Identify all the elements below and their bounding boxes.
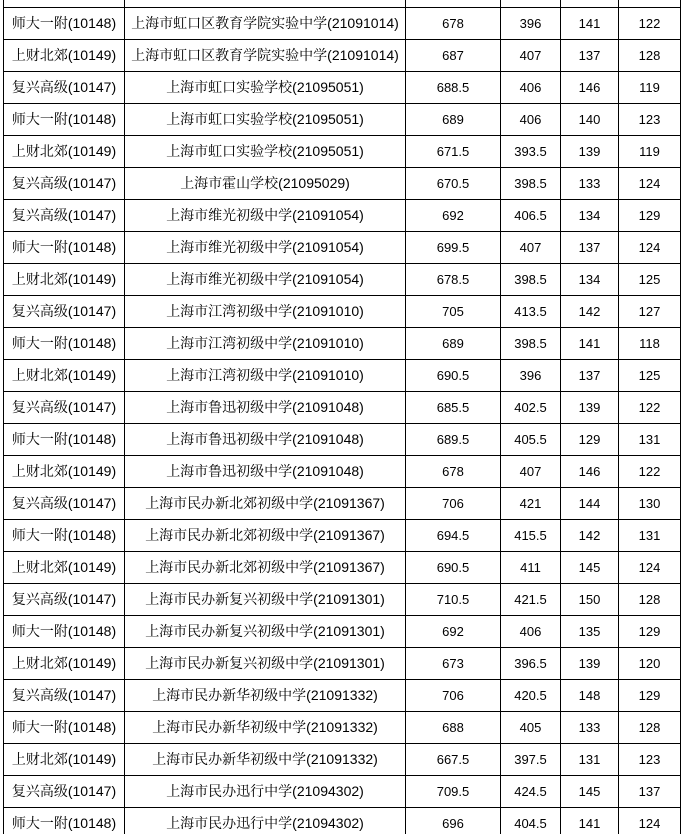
cell-high-school: 师大一附(10148) <box>4 424 125 456</box>
cell-middle-school: 上海市维光初级中学(21091054) <box>125 264 406 296</box>
cell-high-school: 复兴高级(10147) <box>4 200 125 232</box>
cell-middle-school: 上海市民办迅行中学(21094302) <box>125 808 406 834</box>
cell-score-2: 135 <box>561 616 619 648</box>
cell-middle-school: 上海市民办迅行中学(21094302) <box>125 776 406 808</box>
cell-high-school: 师大一附(10148) <box>4 328 125 360</box>
cell-total-score: 710.5 <box>406 584 501 616</box>
cell-score-3: 131 <box>619 424 681 456</box>
cell-middle-school: 上海市江湾初级中学(21091010) <box>125 328 406 360</box>
cell-score-1: 411 <box>501 552 561 584</box>
cell-score-3: 128 <box>619 40 681 72</box>
scores-table <box>3 0 681 834</box>
cell-score-2: 142 <box>561 296 619 328</box>
cell-score-1: 406 <box>501 616 561 648</box>
cell-score-2: 145 <box>561 776 619 808</box>
cell-score-2: 141 <box>561 328 619 360</box>
cell-score-2: 141 <box>561 808 619 834</box>
table-row-partial <box>4 0 681 8</box>
cell-score-3: 124 <box>619 168 681 200</box>
cell-score-3: 129 <box>619 680 681 712</box>
cell-middle-school: 上海市鲁迅初级中学(21091048) <box>125 392 406 424</box>
cell-score-1: 396.5 <box>501 648 561 680</box>
cell-score-3: 125 <box>619 264 681 296</box>
cell-score-2: 139 <box>561 392 619 424</box>
cell-total-score: 678 <box>406 8 501 40</box>
cell-total-score: 670.5 <box>406 168 501 200</box>
cell-total-score: 690.5 <box>406 360 501 392</box>
cell-score-1: 406 <box>501 72 561 104</box>
cell-score-2: 134 <box>561 200 619 232</box>
cell-score-3: 131 <box>619 520 681 552</box>
cell-score-1: 407 <box>501 232 561 264</box>
cell-score-2: 145 <box>561 552 619 584</box>
cell-total-score: 689 <box>406 328 501 360</box>
cell-score-3: 125 <box>619 360 681 392</box>
cell-score-1: 424.5 <box>501 776 561 808</box>
cell-score-2: 148 <box>561 680 619 712</box>
cell-score-2: 133 <box>561 712 619 744</box>
cell-score-1: 396 <box>501 8 561 40</box>
cell-total-score: 694.5 <box>406 520 501 552</box>
table-row <box>4 264 681 296</box>
cell-score-3: 119 <box>619 136 681 168</box>
cell-high-school: 复兴高级(10147) <box>4 72 125 104</box>
cell-middle-school: 上海市民办新复兴初级中学(21091301) <box>125 616 406 648</box>
cell-total-score: 699.5 <box>406 232 501 264</box>
cell-score-3: 122 <box>619 8 681 40</box>
table-row <box>4 744 681 776</box>
cell-score-3: 124 <box>619 552 681 584</box>
cell-score-2: 140 <box>561 104 619 136</box>
cell-score-3: 122 <box>619 456 681 488</box>
cell-score-1: 406.5 <box>501 200 561 232</box>
cell-score-2: 137 <box>561 360 619 392</box>
cell-middle-school: 上海市虹口区教育学院实验中学(21091014) <box>125 8 406 40</box>
table-row <box>4 808 681 834</box>
cell-score-1: 393.5 <box>501 136 561 168</box>
cell-total-score: 678.5 <box>406 264 501 296</box>
cell-score-2: 133 <box>561 168 619 200</box>
cell-score-2: 146 <box>561 72 619 104</box>
cell-score-3: 137 <box>619 776 681 808</box>
cell-high-school: 师大一附(10148) <box>4 232 125 264</box>
cell-total-score: 692 <box>406 200 501 232</box>
cell-middle-school: 上海市维光初级中学(21091054) <box>125 200 406 232</box>
cell-high-school: 师大一附(10148) <box>4 8 125 40</box>
cell-score-1: 404.5 <box>501 808 561 834</box>
cell-score-2: 150 <box>561 584 619 616</box>
cell-middle-school: 上海市民办新北郊初级中学(21091367) <box>125 552 406 584</box>
cell-total-score <box>406 0 501 8</box>
cell-score-1: 407 <box>501 456 561 488</box>
cell-score-3: 128 <box>619 712 681 744</box>
cell-middle-school: 上海市鲁迅初级中学(21091048) <box>125 456 406 488</box>
cell-high-school: 师大一附(10148) <box>4 520 125 552</box>
cell-score-1: 420.5 <box>501 680 561 712</box>
cell-middle-school: 上海市民办新华初级中学(21091332) <box>125 712 406 744</box>
cell-score-3: 128 <box>619 584 681 616</box>
cell-score-3: 119 <box>619 72 681 104</box>
cell-score-3 <box>619 0 681 8</box>
cell-score-1: 405.5 <box>501 424 561 456</box>
cell-middle-school: 上海市虹口实验学校(21095051) <box>125 136 406 168</box>
cell-total-score: 689 <box>406 104 501 136</box>
cell-score-2: 146 <box>561 456 619 488</box>
cell-middle-school: 上海市霍山学校(21095029) <box>125 168 406 200</box>
cell-high-school: 上财北郊(10149) <box>4 456 125 488</box>
cell-score-1: 406 <box>501 104 561 136</box>
cell-score-1: 405 <box>501 712 561 744</box>
cell-high-school <box>4 0 125 8</box>
cell-middle-school: 上海市民办新复兴初级中学(21091301) <box>125 648 406 680</box>
table-row <box>4 520 681 552</box>
cell-score-2: 142 <box>561 520 619 552</box>
cell-high-school: 上财北郊(10149) <box>4 360 125 392</box>
cell-score-2 <box>561 0 619 8</box>
cell-total-score: 690.5 <box>406 552 501 584</box>
table-row <box>4 328 681 360</box>
table-row <box>4 136 681 168</box>
cell-middle-school: 上海市虹口实验学校(21095051) <box>125 104 406 136</box>
cell-score-3: 123 <box>619 744 681 776</box>
cell-high-school: 上财北郊(10149) <box>4 648 125 680</box>
cell-score-3: 123 <box>619 104 681 136</box>
cell-middle-school: 上海市民办新华初级中学(21091332) <box>125 680 406 712</box>
cell-score-3: 129 <box>619 200 681 232</box>
table-row <box>4 200 681 232</box>
cell-middle-school: 上海市江湾初级中学(21091010) <box>125 296 406 328</box>
cell-score-1: 421.5 <box>501 584 561 616</box>
cell-score-3: 118 <box>619 328 681 360</box>
cell-score-1: 421 <box>501 488 561 520</box>
cell-total-score: 688.5 <box>406 72 501 104</box>
cell-score-3: 127 <box>619 296 681 328</box>
cell-score-3: 124 <box>619 232 681 264</box>
cell-score-2: 137 <box>561 232 619 264</box>
cell-total-score: 696 <box>406 808 501 834</box>
table-row <box>4 104 681 136</box>
cell-score-2: 137 <box>561 40 619 72</box>
table-row <box>4 296 681 328</box>
cell-middle-school: 上海市虹口实验学校(21095051) <box>125 72 406 104</box>
cell-score-2: 129 <box>561 424 619 456</box>
cell-middle-school: 上海市鲁迅初级中学(21091048) <box>125 424 406 456</box>
cell-high-school: 师大一附(10148) <box>4 616 125 648</box>
table-row <box>4 392 681 424</box>
cell-total-score: 685.5 <box>406 392 501 424</box>
cell-score-1: 415.5 <box>501 520 561 552</box>
cell-high-school: 复兴高级(10147) <box>4 296 125 328</box>
cell-middle-school: 上海市民办新华初级中学(21091332) <box>125 744 406 776</box>
table-row <box>4 72 681 104</box>
table-row <box>4 488 681 520</box>
cell-middle-school: 上海市民办新复兴初级中学(21091301) <box>125 584 406 616</box>
cell-middle-school: 上海市江湾初级中学(21091010) <box>125 360 406 392</box>
table-row <box>4 648 681 680</box>
table-row <box>4 616 681 648</box>
cell-high-school: 复兴高级(10147) <box>4 168 125 200</box>
cell-total-score: 689.5 <box>406 424 501 456</box>
table-row <box>4 680 681 712</box>
cell-score-3: 129 <box>619 616 681 648</box>
cell-total-score: 706 <box>406 488 501 520</box>
cell-score-3: 122 <box>619 392 681 424</box>
cell-high-school: 上财北郊(10149) <box>4 40 125 72</box>
cell-high-school: 复兴高级(10147) <box>4 392 125 424</box>
table-row <box>4 712 681 744</box>
table-row <box>4 232 681 264</box>
cell-score-3: 130 <box>619 488 681 520</box>
cell-high-school: 上财北郊(10149) <box>4 552 125 584</box>
cell-high-school: 复兴高级(10147) <box>4 776 125 808</box>
cell-score-2: 139 <box>561 648 619 680</box>
cell-middle-school: 上海市虹口区教育学院实验中学(21091014) <box>125 40 406 72</box>
cell-high-school: 师大一附(10148) <box>4 712 125 744</box>
cell-total-score: 687 <box>406 40 501 72</box>
cell-middle-school: 上海市民办新北郊初级中学(21091367) <box>125 488 406 520</box>
table-row <box>4 424 681 456</box>
cell-high-school: 上财北郊(10149) <box>4 264 125 296</box>
cell-total-score: 688 <box>406 712 501 744</box>
cell-total-score: 706 <box>406 680 501 712</box>
table-row <box>4 40 681 72</box>
table-row <box>4 552 681 584</box>
table-row <box>4 360 681 392</box>
cell-middle-school: 上海市维光初级中学(21091054) <box>125 232 406 264</box>
cell-high-school: 复兴高级(10147) <box>4 488 125 520</box>
cell-high-school: 上财北郊(10149) <box>4 744 125 776</box>
cell-score-1: 413.5 <box>501 296 561 328</box>
table-row <box>4 776 681 808</box>
cell-score-2: 139 <box>561 136 619 168</box>
cell-high-school: 复兴高级(10147) <box>4 680 125 712</box>
cell-total-score: 678 <box>406 456 501 488</box>
table-row <box>4 168 681 200</box>
cell-score-2: 141 <box>561 8 619 40</box>
cell-high-school: 复兴高级(10147) <box>4 584 125 616</box>
cell-score-1 <box>501 0 561 8</box>
cell-score-3: 124 <box>619 808 681 834</box>
cell-score-1: 398.5 <box>501 328 561 360</box>
cell-score-1: 402.5 <box>501 392 561 424</box>
table-row <box>4 584 681 616</box>
scores-table-body <box>4 0 681 834</box>
cell-middle-school <box>125 0 406 8</box>
cell-total-score: 673 <box>406 648 501 680</box>
table-row <box>4 456 681 488</box>
cell-score-2: 144 <box>561 488 619 520</box>
cell-high-school: 师大一附(10148) <box>4 808 125 834</box>
cell-score-1: 407 <box>501 40 561 72</box>
cell-score-1: 396 <box>501 360 561 392</box>
cell-total-score: 667.5 <box>406 744 501 776</box>
cell-score-1: 398.5 <box>501 168 561 200</box>
cell-high-school: 上财北郊(10149) <box>4 136 125 168</box>
cell-total-score: 709.5 <box>406 776 501 808</box>
cell-score-2: 131 <box>561 744 619 776</box>
cell-score-1: 397.5 <box>501 744 561 776</box>
cell-score-1: 398.5 <box>501 264 561 296</box>
cell-total-score: 692 <box>406 616 501 648</box>
cell-score-3: 120 <box>619 648 681 680</box>
cell-total-score: 671.5 <box>406 136 501 168</box>
cell-total-score: 705 <box>406 296 501 328</box>
cell-high-school: 师大一附(10148) <box>4 104 125 136</box>
cell-middle-school: 上海市民办新北郊初级中学(21091367) <box>125 520 406 552</box>
table-row <box>4 8 681 40</box>
cell-score-2: 134 <box>561 264 619 296</box>
